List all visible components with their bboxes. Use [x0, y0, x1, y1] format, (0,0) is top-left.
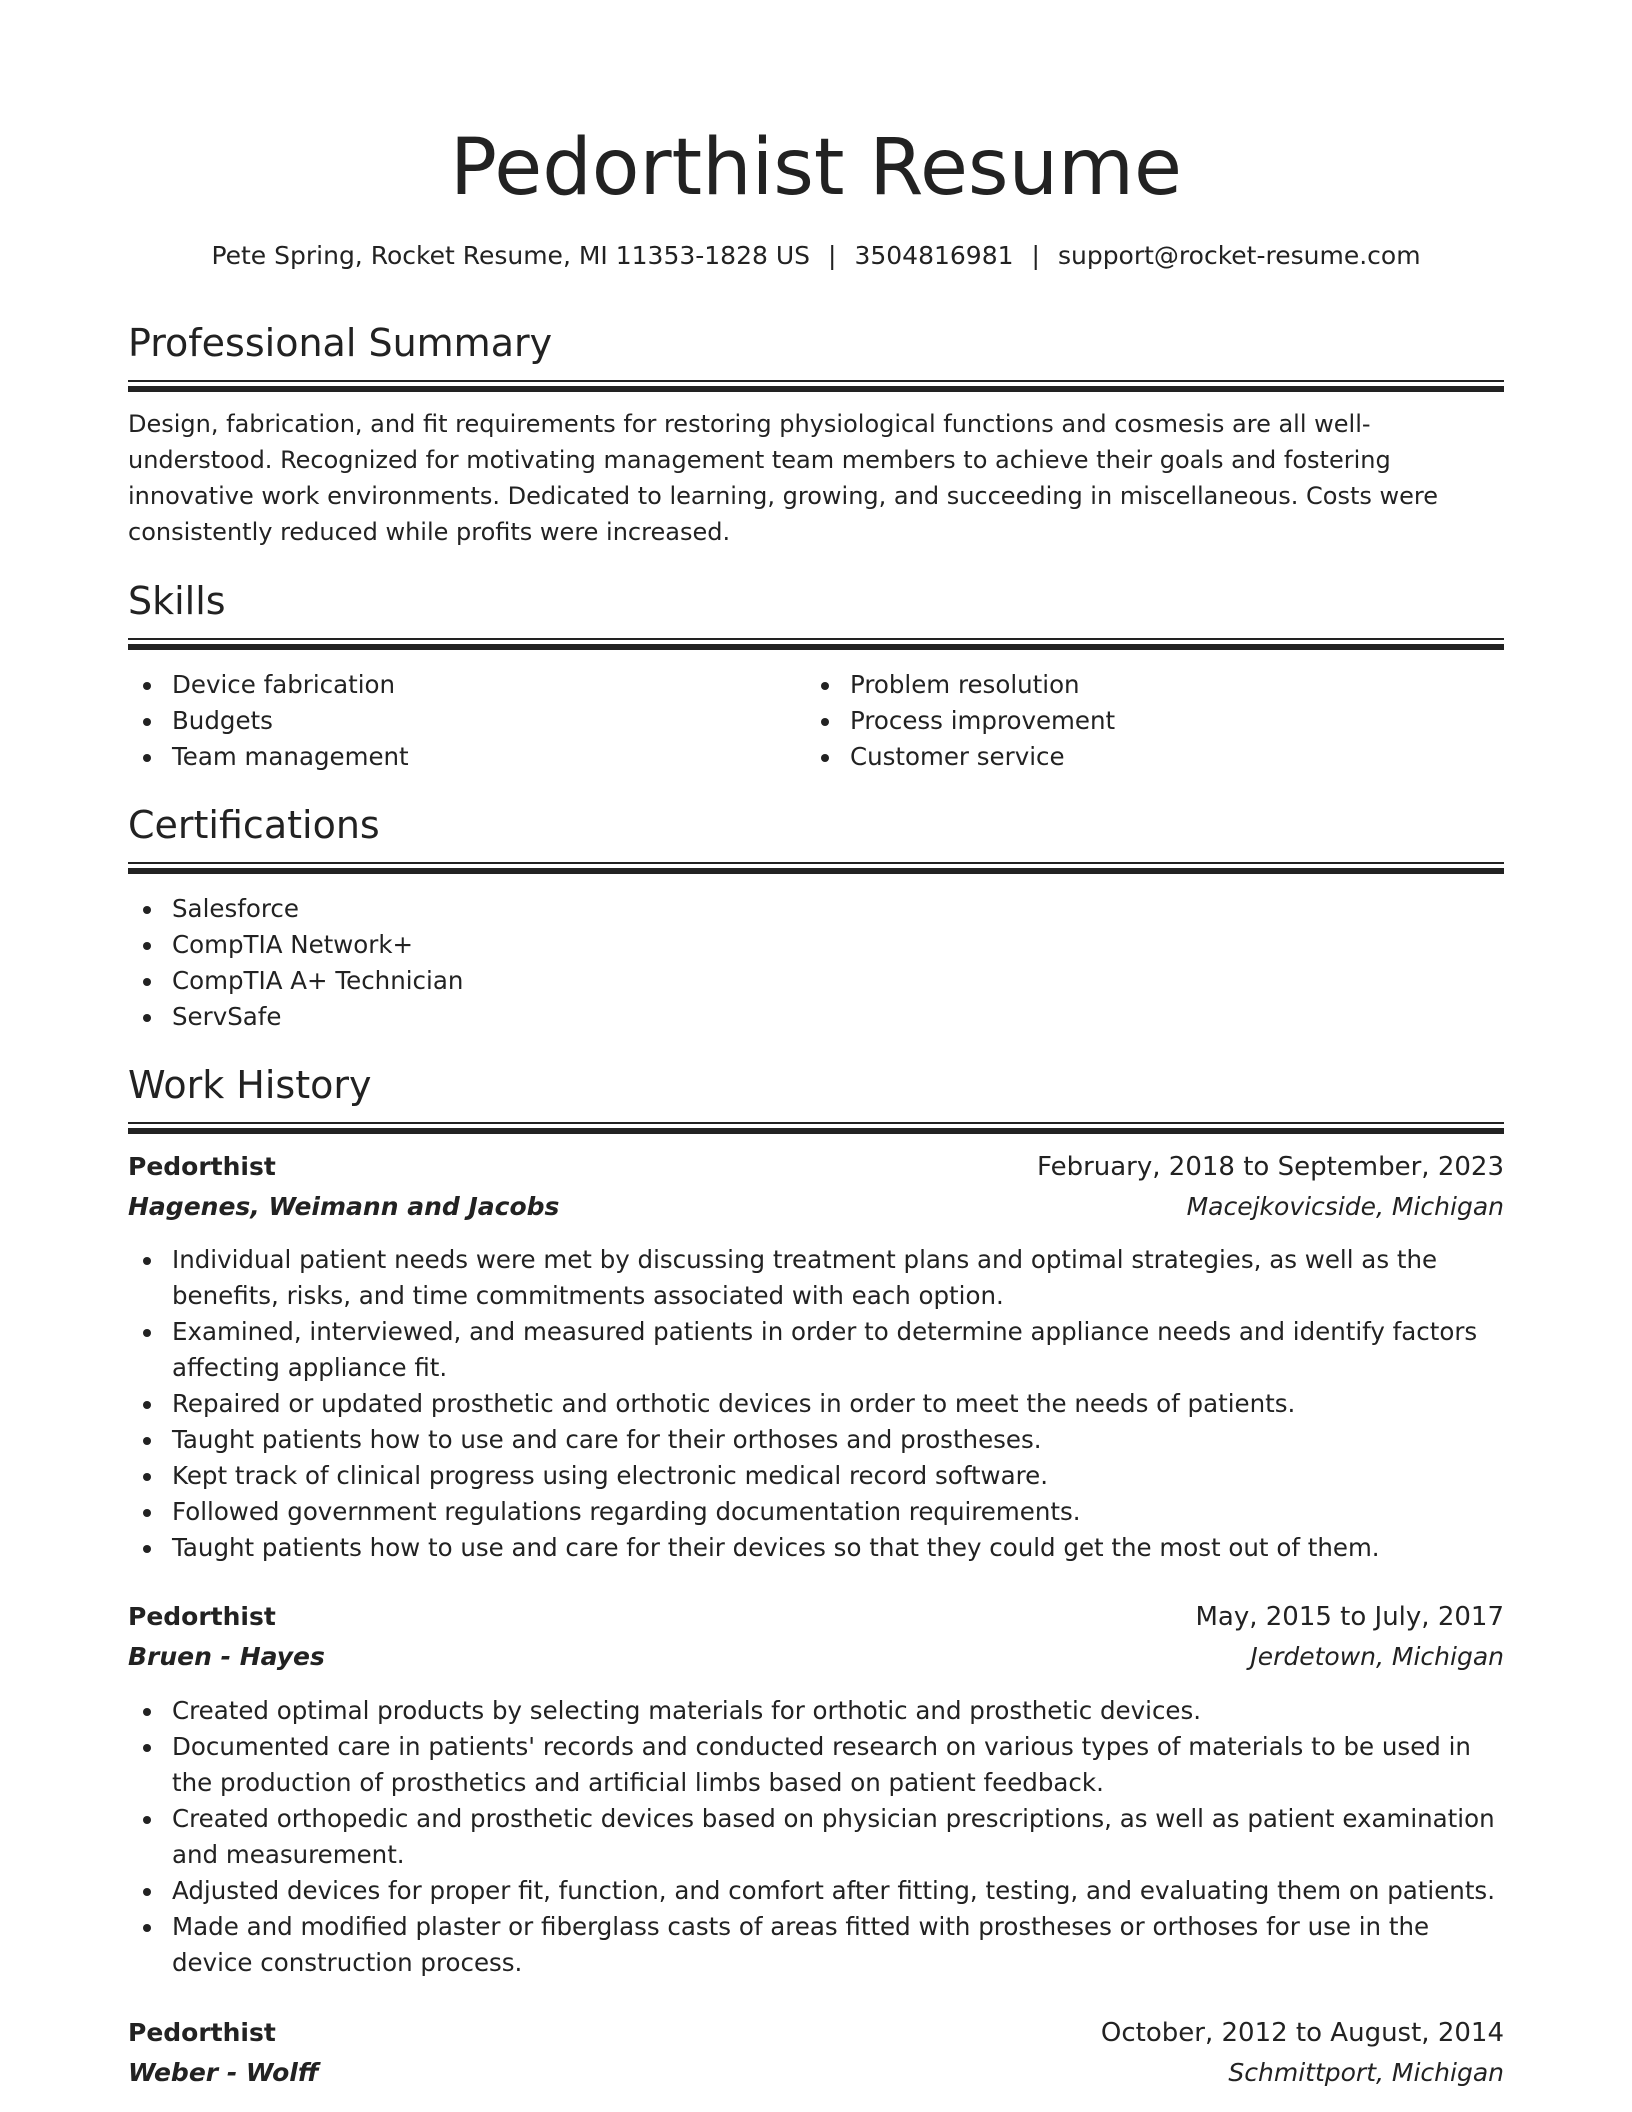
contact-line	[128, 238, 1504, 274]
skill-item: Device fabrication	[128, 667, 788, 703]
certifications-heading: Certifications	[128, 803, 380, 847]
job-header-row	[128, 1598, 1504, 1636]
job-bullets	[128, 1693, 1504, 1981]
section-divider	[128, 380, 1504, 392]
skill-item: Customer service	[806, 739, 1466, 775]
job-bullet: Created optimal products by selecting materials for orthotic and prosthetic devices.	[128, 1693, 1504, 1729]
contact-address: Pete Spring, Rocket Resume, MI 11353-1828 US	[211, 241, 811, 270]
job-bullet: Created orthopedic and prosthetic devices based on physician prescriptions, as well as patient examination and measurement.	[128, 1801, 1504, 1873]
job-company-row	[128, 1188, 1504, 1226]
job-bullet: Followed government regulations regarding documentation requirements.	[128, 1494, 1504, 1530]
job-location: Schmittport, Michigan	[1228, 2058, 1504, 2087]
job-bullet: Taught patients how to use and care for their orthoses and prostheses.	[128, 1422, 1504, 1458]
skills-heading: Skills	[128, 579, 226, 623]
job-title: Pedorthist	[128, 1152, 276, 1181]
work-heading: Work History	[128, 1063, 372, 1107]
job-bullet: Kept track of clinical progress using electronic medical record software.	[128, 1458, 1504, 1494]
job-bullet: Documented care in patients' records and conducted research on various types of materials to be used in the production of prosthetics and artificial limbs based on patient feedback.	[128, 1729, 1504, 1801]
skill-item: Problem resolution	[806, 667, 1466, 703]
skill-item: Budgets	[128, 703, 788, 739]
section-divider	[128, 1122, 1504, 1134]
skill-item: Process improvement	[806, 703, 1466, 739]
certification-item: Salesforce	[128, 891, 1504, 927]
certification-item: CompTIA A+ Technician	[128, 963, 1504, 999]
certification-item: ServSafe	[128, 999, 1504, 1035]
job-company: Weber - Wolff	[128, 2058, 319, 2087]
work-section-header	[128, 1060, 1504, 1134]
summary-text: Design, fabrication, and fit requirements for restoring physiological functions and cosmesis are all well-understood. Recognized for motivating management team members to achieve their goals and fostering innovative work environments. Dedicated to learning, growing, and succeeding in miscellaneous. Costs were consistently reduced while profits were increased.	[128, 410, 1438, 546]
contact-phone: 3504816981	[854, 241, 1014, 270]
job-header-row	[128, 1148, 1504, 1186]
section-divider	[128, 862, 1504, 874]
section-divider	[128, 638, 1504, 650]
job-company-row	[128, 1638, 1504, 1676]
skills-list-left	[128, 667, 788, 775]
skill-item: Team management	[128, 739, 788, 775]
certifications-section-header	[128, 800, 1504, 874]
job-company: Bruen - Hayes	[128, 1642, 325, 1671]
job-header-row	[128, 2014, 1504, 2052]
job-dates: May, 2015 to July, 2017	[1195, 1602, 1504, 1632]
job-dates: February, 2018 to September, 2023	[1037, 1152, 1504, 1182]
resume-title: Pedorthist Resume	[450, 123, 1182, 213]
summary-heading: Professional Summary	[128, 321, 553, 365]
job-dates: October, 2012 to August, 2014	[1100, 2018, 1504, 2048]
job-bullet: Adjusted devices for proper fit, function, and comfort after fitting, testing, and evaluating them on patients.	[128, 1873, 1504, 1909]
job-company-row	[128, 2054, 1504, 2092]
job-bullet: Examined, interviewed, and measured patients in order to determine appliance needs and identify factors affecting appliance fit.	[128, 1314, 1504, 1386]
job-title: Pedorthist	[128, 2018, 276, 2047]
contact-separator: |	[828, 241, 837, 270]
summary-section-header	[128, 318, 1504, 392]
job-bullet: Repaired or updated prosthetic and orthotic devices in order to meet the needs of patients.	[128, 1386, 1504, 1422]
contact-email: support@rocket-resume.com	[1057, 241, 1421, 270]
job-bullets	[128, 1242, 1504, 1566]
certification-item: CompTIA Network+	[128, 927, 1504, 963]
job-bullet: Made and modified plaster or fiberglass casts of areas fitted with prostheses or orthoses for use in the device construction process.	[128, 1909, 1504, 1981]
certifications-list	[128, 891, 1504, 1035]
job-title: Pedorthist	[128, 1602, 276, 1631]
job-bullet: Individual patient needs were met by discussing treatment plans and optimal strategies, as well as the benefits, risks, and time commitments associated with each option.	[128, 1242, 1504, 1314]
skills-list-right	[806, 667, 1466, 775]
job-location: Jerdetown, Michigan	[1250, 1642, 1504, 1671]
contact-separator: |	[1031, 241, 1040, 270]
job-bullet: Taught patients how to use and care for their devices so that they could get the most out of them.	[128, 1530, 1504, 1566]
job-location: Macejkovicside, Michigan	[1186, 1192, 1504, 1221]
job-company: Hagenes, Weimann and Jacobs	[128, 1192, 560, 1221]
skills-section-header	[128, 576, 1504, 650]
